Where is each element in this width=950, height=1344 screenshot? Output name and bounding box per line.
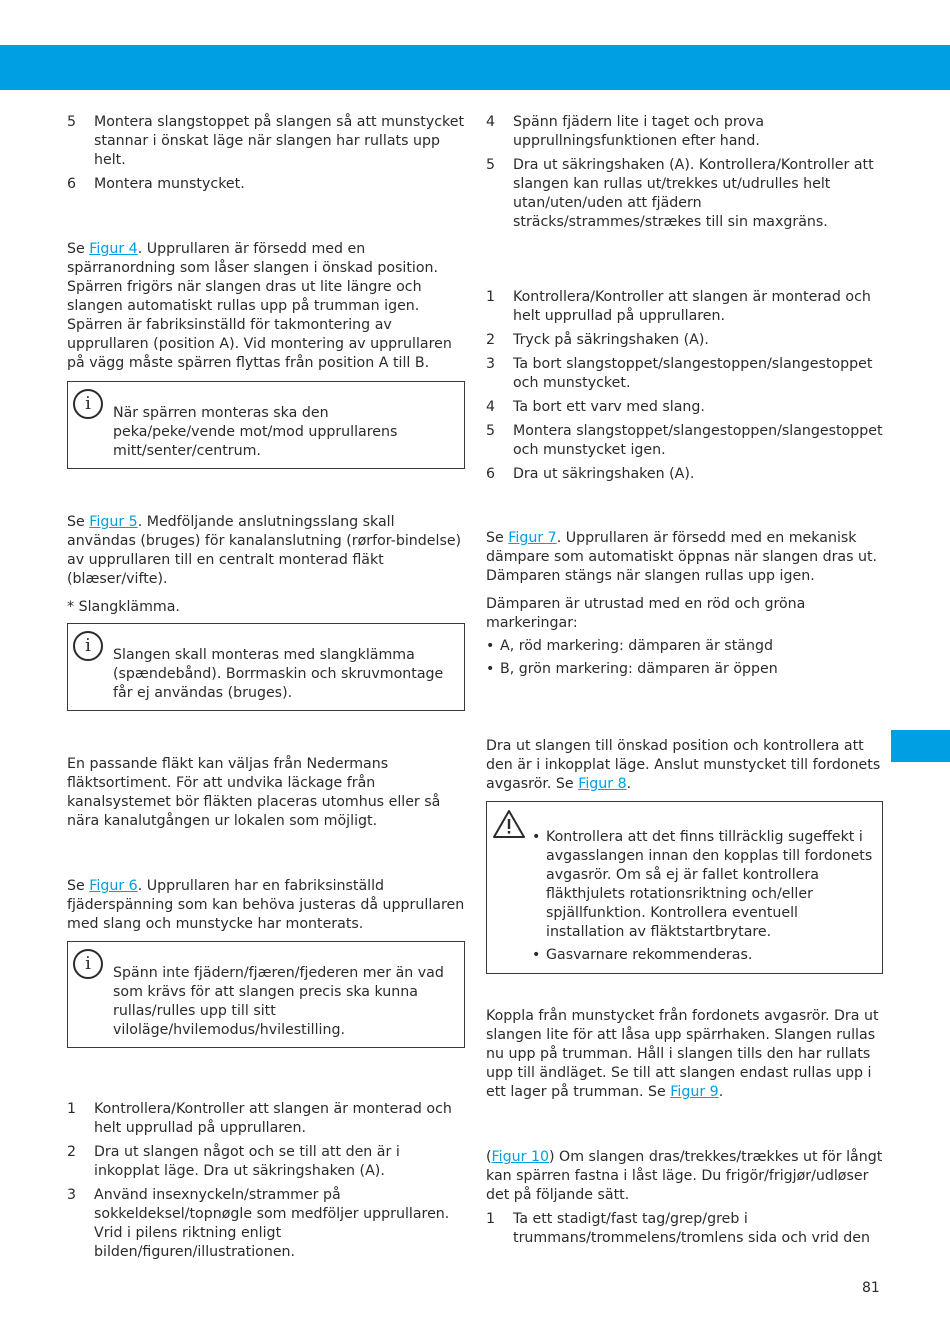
paragraph-damper: Dämparen är utrustad med en röd och gröna markeringar: xyxy=(486,596,806,631)
paragraph-figure-10: (Figur 10) Om slangen dras/trekkes/trækkes ut för långt kan spärren fastna i låst läge. Du frigör/frigjør/udløser det på följande sätt. xyxy=(486,1149,883,1203)
warning-box xyxy=(486,801,883,974)
list-item: 5 Montera slangstoppet/slangestoppen/slangestoppet och munstycket igen. xyxy=(486,423,883,458)
paragraph-figure-8: Dra ut slangen till önskad position och kontrollera att den är i inkopplat läge. Anslut munstycket till fordonets avgasrör. Se Figur 8. xyxy=(486,738,881,792)
info-note-clamp: i Slangen skall monteras med slangklämma (spændebånd). Borrmaskin och skruvmontage får ej användas (bruges). xyxy=(67,623,465,711)
warning-triangle-icon xyxy=(492,809,526,839)
paragraph-figure-4: Se Figur 4. Upprullaren är försedd med en spärranordning som låser slangen i önskad position. Spärren frigörs när slangen dras ut lite längre och slangen automatiskt rullas upp på trumman igen. Spärren är fabriksinställd för takmontering av upprullaren (position A). Vid montering av upprullaren på vägg måste spärren flyttas från position A till B. xyxy=(67,241,452,371)
figure-6-link[interactable]: Figur 6 xyxy=(89,878,138,894)
list-item: 1 Ta ett stadigt/fast tag/grep/greb i trummans/trommelens/tromlens sida och vrid den xyxy=(486,1211,870,1246)
chapter-tab xyxy=(891,730,950,762)
damper-markings-list xyxy=(486,637,884,679)
info-icon: i xyxy=(73,389,103,419)
figure-4-link[interactable]: Figur 4 xyxy=(89,241,138,257)
list-item: 2 Dra ut slangen något och se till att den är i inkopplat läge. Dra ut säkringshaken (A). xyxy=(67,1144,400,1179)
figure-7-link[interactable]: Figur 7 xyxy=(508,530,557,546)
list-item: 5 Dra ut säkringshaken (A). Kontrollera/Kontroller att slangen kan rullas ut/trekkes ut/udrulles helt utan/uten/uden att fjädern sträcks/strammes/strækes till sin maxgräns. xyxy=(486,157,874,230)
list-item: 3 Använd insexnyckeln/strammer på sokkeldeksel/topnøgle som medföljer upprullaren. Vrid i pilens riktning enligt bilden/figuren/illustrationen. xyxy=(67,1187,450,1260)
figure-8-link[interactable]: Figur 8 xyxy=(578,776,627,792)
list-item: 1 Kontrollera/Kontroller att slangen är monterad och helt upprullad på upprullaren. xyxy=(486,289,871,324)
figure-5-link[interactable]: Figur 5 xyxy=(89,514,138,530)
info-icon: i xyxy=(73,949,103,979)
info-note-latch: i När spärren monteras ska den peka/peke/vende mot/mod upprullarens mitt/senter/centrum. xyxy=(67,381,465,469)
info-note-spring: i Spänn inte fjädern/fjæren/fjederen mer än vad som krävs för att slangen precis ska kunna rullas/rulles upp till sitt viloläge/hvilemodus/hvilestilling. xyxy=(67,941,465,1048)
paragraph-figure-6: Se Figur 6. Upprullaren har en fabriksinställd fjäderspänning som kan behöva justeras då upprullaren med slang och munstycke har monterats. xyxy=(67,878,465,932)
mounting-steps-list xyxy=(67,113,465,194)
list-item: 6 Dra ut säkringshaken (A). xyxy=(486,466,695,482)
right-column xyxy=(486,113,884,1253)
page-number: 81 xyxy=(862,1280,880,1296)
header-bar xyxy=(0,45,950,90)
paragraph-figure-5: Se Figur 5. Medföljande anslutningsslang skall användas (bruges) för kanalanslutning (rørfor-bindelse) av upprullaren till en centralt monterad fläkt (blæser/vifte). xyxy=(67,514,462,587)
info-icon: i xyxy=(73,631,103,661)
hose-length-steps-list xyxy=(486,288,884,484)
list-item: 3 Ta bort slangstoppet/slangestoppen/slangestoppet och munstycket. xyxy=(486,356,873,391)
list-item: • B, grön markering: dämparen är öppen xyxy=(486,660,884,679)
list-item: • Gasvarnare rekommenderas. xyxy=(532,946,876,965)
warning-list xyxy=(532,828,876,965)
figure-9-link[interactable]: Figur 9 xyxy=(670,1084,719,1100)
list-item: • A, röd markering: dämparen är stängd xyxy=(486,637,884,656)
paragraph-figure-7: Se Figur 7. Upprullaren är försedd med en mekanisk dämpare som automatiskt öppnas när slangen dras ut. Dämparen stängs när slangen rullas upp igen. xyxy=(486,530,878,584)
list-item: 4 Spänn fjädern lite i taget och prova upprullningsfunktionen efter hand. xyxy=(486,114,765,149)
list-item: 4 Ta bort ett varv med slang. xyxy=(486,399,705,415)
spring-adjust-steps-list xyxy=(67,1100,465,1262)
figure-10-link[interactable]: Figur 10 xyxy=(491,1149,550,1165)
list-item: 5 Montera slangstoppet på slangen så att munstycket stannar i önskat läge när slangen har rullats upp helt. xyxy=(67,114,465,168)
spring-continue-steps-list xyxy=(486,113,884,232)
release-steps-list xyxy=(486,1210,884,1248)
left-column xyxy=(67,113,465,1267)
hose-clamp-text: * Slangklämma. xyxy=(67,599,180,615)
list-item: • Kontrollera att det finns tillräcklig sugeffekt i avgasslangen innan den kopplas till fordonets avgasrör. Om så ej är fallet kontrollera fläkthjulets rotationsriktning och/eller spjällfunktion. Kontrollera eventuell installation av fläktstartbrytare. xyxy=(532,828,876,942)
list-item: 6 Montera munstycket. xyxy=(67,176,245,192)
paragraph-figure-9: Koppla från munstycket från fordonets avgasrör. Dra ut slangen lite för att låsa upp spärrhaken. Slangen rullas nu upp på trumman. Håll i slangen tills den har rullats upp till ändläget. Se till att slangen endast rullas upp i ett lager på trumman. Se Figur 9. xyxy=(486,1008,879,1100)
list-item: 1 Kontrollera/Kontroller att slangen är monterad och helt upprullad på upprullaren. xyxy=(67,1101,452,1136)
paragraph-fan: En passande fläkt kan väljas från Nedermans fläktsortiment. För att undvika läckage från kanalsystemet bör fläkten placeras utomhus eller så nära kanalutgången ur lokalen som möjligt. xyxy=(67,756,441,829)
list-item: 2 Tryck på säkringshaken (A). xyxy=(486,332,709,348)
